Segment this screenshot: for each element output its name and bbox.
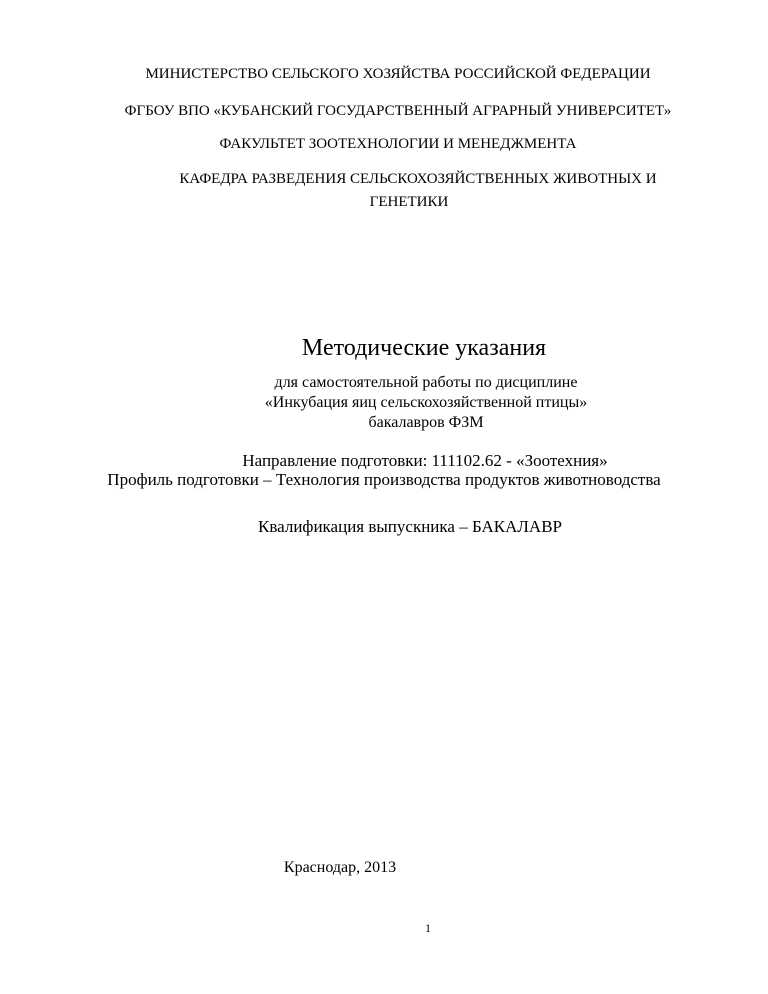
training-direction: Направление подготовки: 111102.62 - «Зоотехния» [242,451,608,470]
department-heading-line1: КАФЕДРА РАЗВЕДЕНИЯ СЕЛЬСКОХОЗЯЙСТВЕННЫХ ЖИВОТНЫХ И [179,171,657,187]
faculty-heading: ФАКУЛЬТЕТ ЗООТЕХНОЛОГИИ И МЕНЕДЖМЕНТА [219,136,577,152]
subtitle-line1: для самостоятельной работы по дисциплине [274,374,578,391]
graduate-qualification: Квалификация выпускника – БАКАЛАВР [258,517,562,536]
university-heading: ФГБОУ ВПО «КУБАНСКИЙ ГОСУДАРСТВЕННЫЙ АГРАРНЫЙ УНИВЕРСИТЕТ» [124,103,672,119]
city-year: Краснодар, 2013 [283,859,397,876]
ministry-heading: МИНИСТЕРСТВО СЕЛЬСКОГО ХОЗЯЙСТВА РОССИЙСКОЙ ФЕДЕРАЦИИ [145,66,651,82]
document-title: Методические указания [301,335,547,361]
subtitle-line2: «Инкубация яиц сельскохозяйственной птицы» [264,394,588,411]
department-heading-line2: ГЕНЕТИКИ [369,194,449,210]
training-profile: Профиль подготовки – Технология производства продуктов животноводства [107,470,661,489]
subtitle-line3: бакалавров ФЗМ [368,414,484,431]
page-number: 1 [425,921,431,935]
